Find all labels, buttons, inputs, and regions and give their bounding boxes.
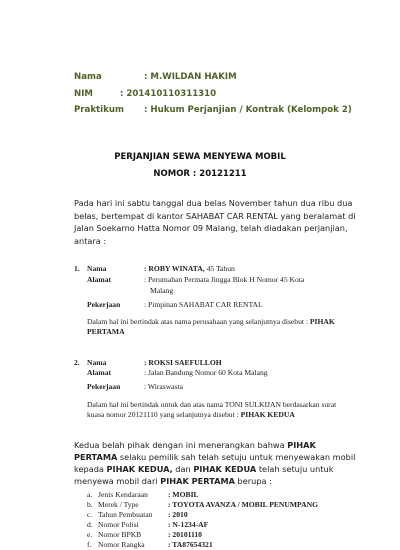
party-pekerjaan-value: : Wiraswasta (144, 382, 183, 391)
vehicle-label: Nomor BPKB (98, 530, 142, 539)
party-alamat-value: : Perumahan Permata Jingga Blok H Nomor 45 Kota (144, 275, 305, 284)
agreement-line: PERTAMA selaku pemilik sah telah setuju untuk menyewakan mobil (74, 452, 356, 462)
party-pekerjaan-label: Pekerjaan (87, 382, 121, 391)
vehicle-label: Nomor Rangka (98, 540, 145, 549)
vehicle-value: : N-1234-AF (168, 520, 209, 529)
party-number: 2. (74, 358, 80, 367)
party-note: Dalam hal ini bertindak atas nama perusahaan yang selanjutnya disebut : PIHAK (87, 317, 335, 326)
party-nama-value: : ROKSI SAEFULLOH (144, 358, 222, 367)
intro-line: Pada hari ini sabtu tanggal dua belas November tahun dua ribu dua (74, 198, 353, 208)
praktikum-value: : Hukum Perjanjian / Kontrak (Kelompok 2) (144, 105, 352, 115)
vehicle-label: Merek / Type (98, 500, 139, 509)
agreement-line: Kedua belah pihak dengan ini menerangkan bahwa PIHAK (74, 440, 316, 450)
praktikum-label: Praktikum (74, 105, 124, 115)
vehicle-letter: b. (87, 500, 93, 509)
vehicle-letter: d. (87, 520, 93, 529)
nim-value: : 201410110311310 (120, 89, 217, 99)
document-title: PERJANJIAN SEWA MENYEWA MOBIL (114, 152, 286, 162)
nama-value: : M.WILDAN HAKIM (144, 72, 237, 82)
vehicle-letter: c. (87, 510, 93, 519)
party-alamat-value-cont: Malang (150, 286, 174, 295)
vehicle-value: : MOBIL (168, 490, 199, 499)
party-alamat-label: Alamat (87, 368, 112, 377)
party-pekerjaan-label: Pekerjaan (87, 300, 121, 309)
vehicle-value: : TOYOTA AVANZA / MOBIL PENUMPANG (168, 500, 318, 509)
party-note: Dalam hal ini bertindak untuk dan atas nama TONI SULKIJAN berdasarkan surat (87, 400, 337, 409)
party-alamat-value: : Jalan Bandung Nomor 60 Kota Malang (144, 368, 268, 377)
document-number: NOMOR : 20121211 (153, 169, 247, 179)
vehicle-value: : TA87654321 (168, 540, 213, 549)
vehicle-value: : 20101110 (168, 530, 202, 539)
party-nama-label: Nama (87, 264, 107, 273)
agreement-line: menyewa mobil dari PIHAK PERTAMA berupa : (74, 476, 272, 486)
vehicle-letter: f. (87, 540, 92, 549)
intro-line: belas, bertempat di kantor SAHABAT CAR RENTAL yang beralamat di (74, 211, 356, 221)
vehicle-label: Jenis Kendaraan (98, 490, 148, 499)
nim-label: NIM (74, 89, 93, 99)
party-pekerjaan-value: : Pimpinan SAHABAT CAR RENTAL (144, 300, 263, 309)
vehicle-letter: e. (87, 530, 93, 539)
party-alamat-label: Alamat (87, 275, 112, 284)
party-nama-value: : ROBY WINATA, 45 Tahun (144, 264, 235, 273)
party-note-cont: kuasa nomor 20121110 yang selanjutnya disebut : PIHAK KEDUA (87, 410, 295, 419)
vehicle-label: Nomor Polisi (98, 520, 139, 529)
intro-line: antara : (74, 236, 107, 246)
party-nama-label: Nama (87, 358, 107, 367)
vehicle-value: : 2010 (168, 510, 188, 519)
vehicle-letter: a. (87, 490, 93, 499)
party-number: 1. (74, 264, 80, 273)
nama-label: Nama (74, 72, 102, 82)
intro-line: Jalan Soekarno Hatta Nomor 09 Malang, telah diadakan perjanjian, (74, 223, 348, 233)
vehicle-label: Tahun Pembuatan (98, 510, 153, 519)
agreement-line: kepada PIHAK KEDUA, dan PIHAK KEDUA telah setuju untuk (74, 464, 334, 474)
party-note-cont: PERTAMA (87, 327, 125, 336)
